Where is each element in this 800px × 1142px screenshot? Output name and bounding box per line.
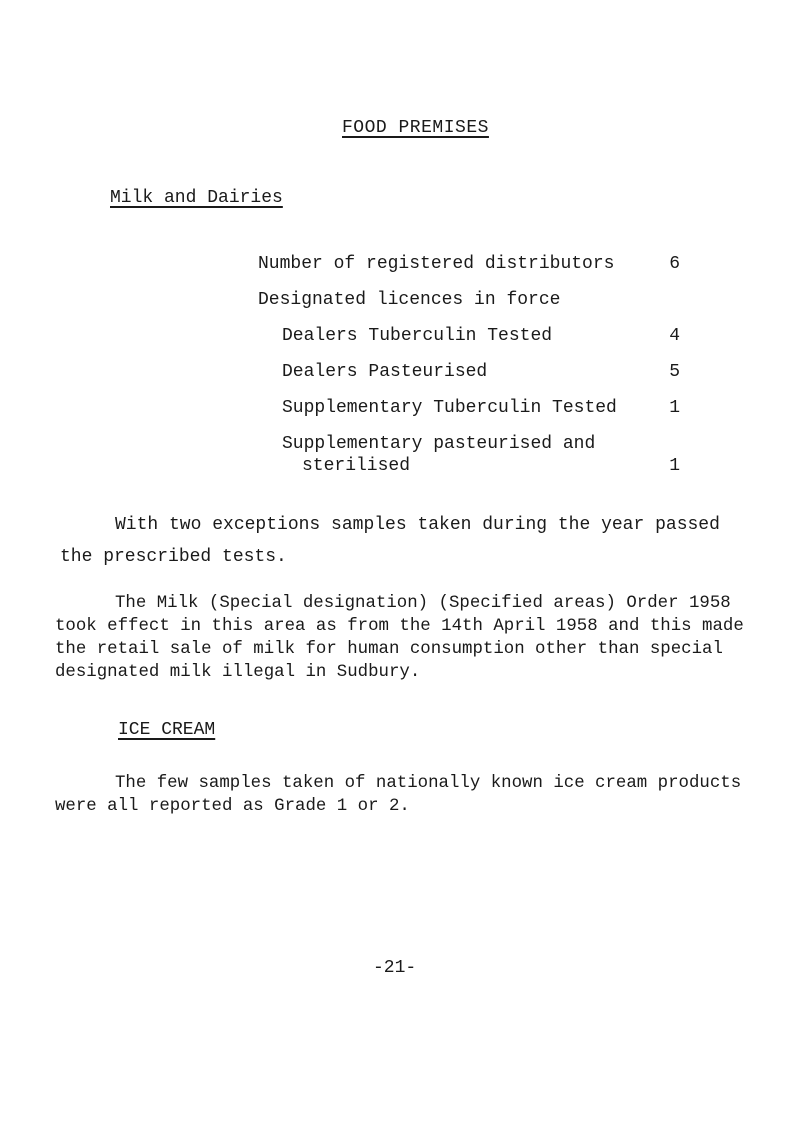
paragraph-test-results [60, 515, 720, 567]
milk-section-heading: Milk and Dairies [110, 188, 283, 208]
table-row-value: 4 [669, 326, 680, 346]
paragraph-line: designated milk illegal in Sudbury. [55, 663, 421, 682]
table-row-label: sterilised [302, 456, 411, 476]
paragraph-line: took effect in this area as from the 14th April 1958 and this made [55, 617, 744, 636]
paragraph-line: The few samples taken of nationally known ice cream products [115, 774, 742, 793]
table-row-label: Supplementary Tuberculin Tested [282, 398, 617, 418]
table-row-label: Number of registered distributors [258, 254, 615, 274]
table-row-value: 1 [669, 456, 680, 476]
table-row-label: Designated licences in force [258, 290, 561, 310]
page-title: FOOD PREMISES [342, 118, 489, 138]
table-row-label: Supplementary pasteurised and [282, 434, 596, 454]
paragraph-line: The Milk (Special designation) (Specified areas) Order 1958 [115, 594, 731, 613]
table-row-value: 5 [669, 362, 680, 382]
paragraph-milk-order [55, 592, 744, 684]
paragraph-line: were all reported as Grade 1 or 2. [55, 797, 410, 816]
paragraph-ice-cream [55, 772, 741, 818]
table-row-label: Dealers Tuberculin Tested [282, 326, 553, 346]
paragraph-line: the prescribed tests. [60, 547, 287, 567]
ice-cream-heading: ICE CREAM [118, 720, 216, 740]
table-row-label: Dealers Pasteurised [282, 362, 488, 382]
table-row-value: 1 [669, 398, 680, 418]
table-row-value: 6 [669, 254, 680, 274]
paragraph-line: the retail sale of milk for human consumption other than special [55, 640, 723, 659]
paragraph-line: With two exceptions samples taken during the year passed [115, 515, 720, 535]
page-number: -21- [373, 958, 417, 978]
